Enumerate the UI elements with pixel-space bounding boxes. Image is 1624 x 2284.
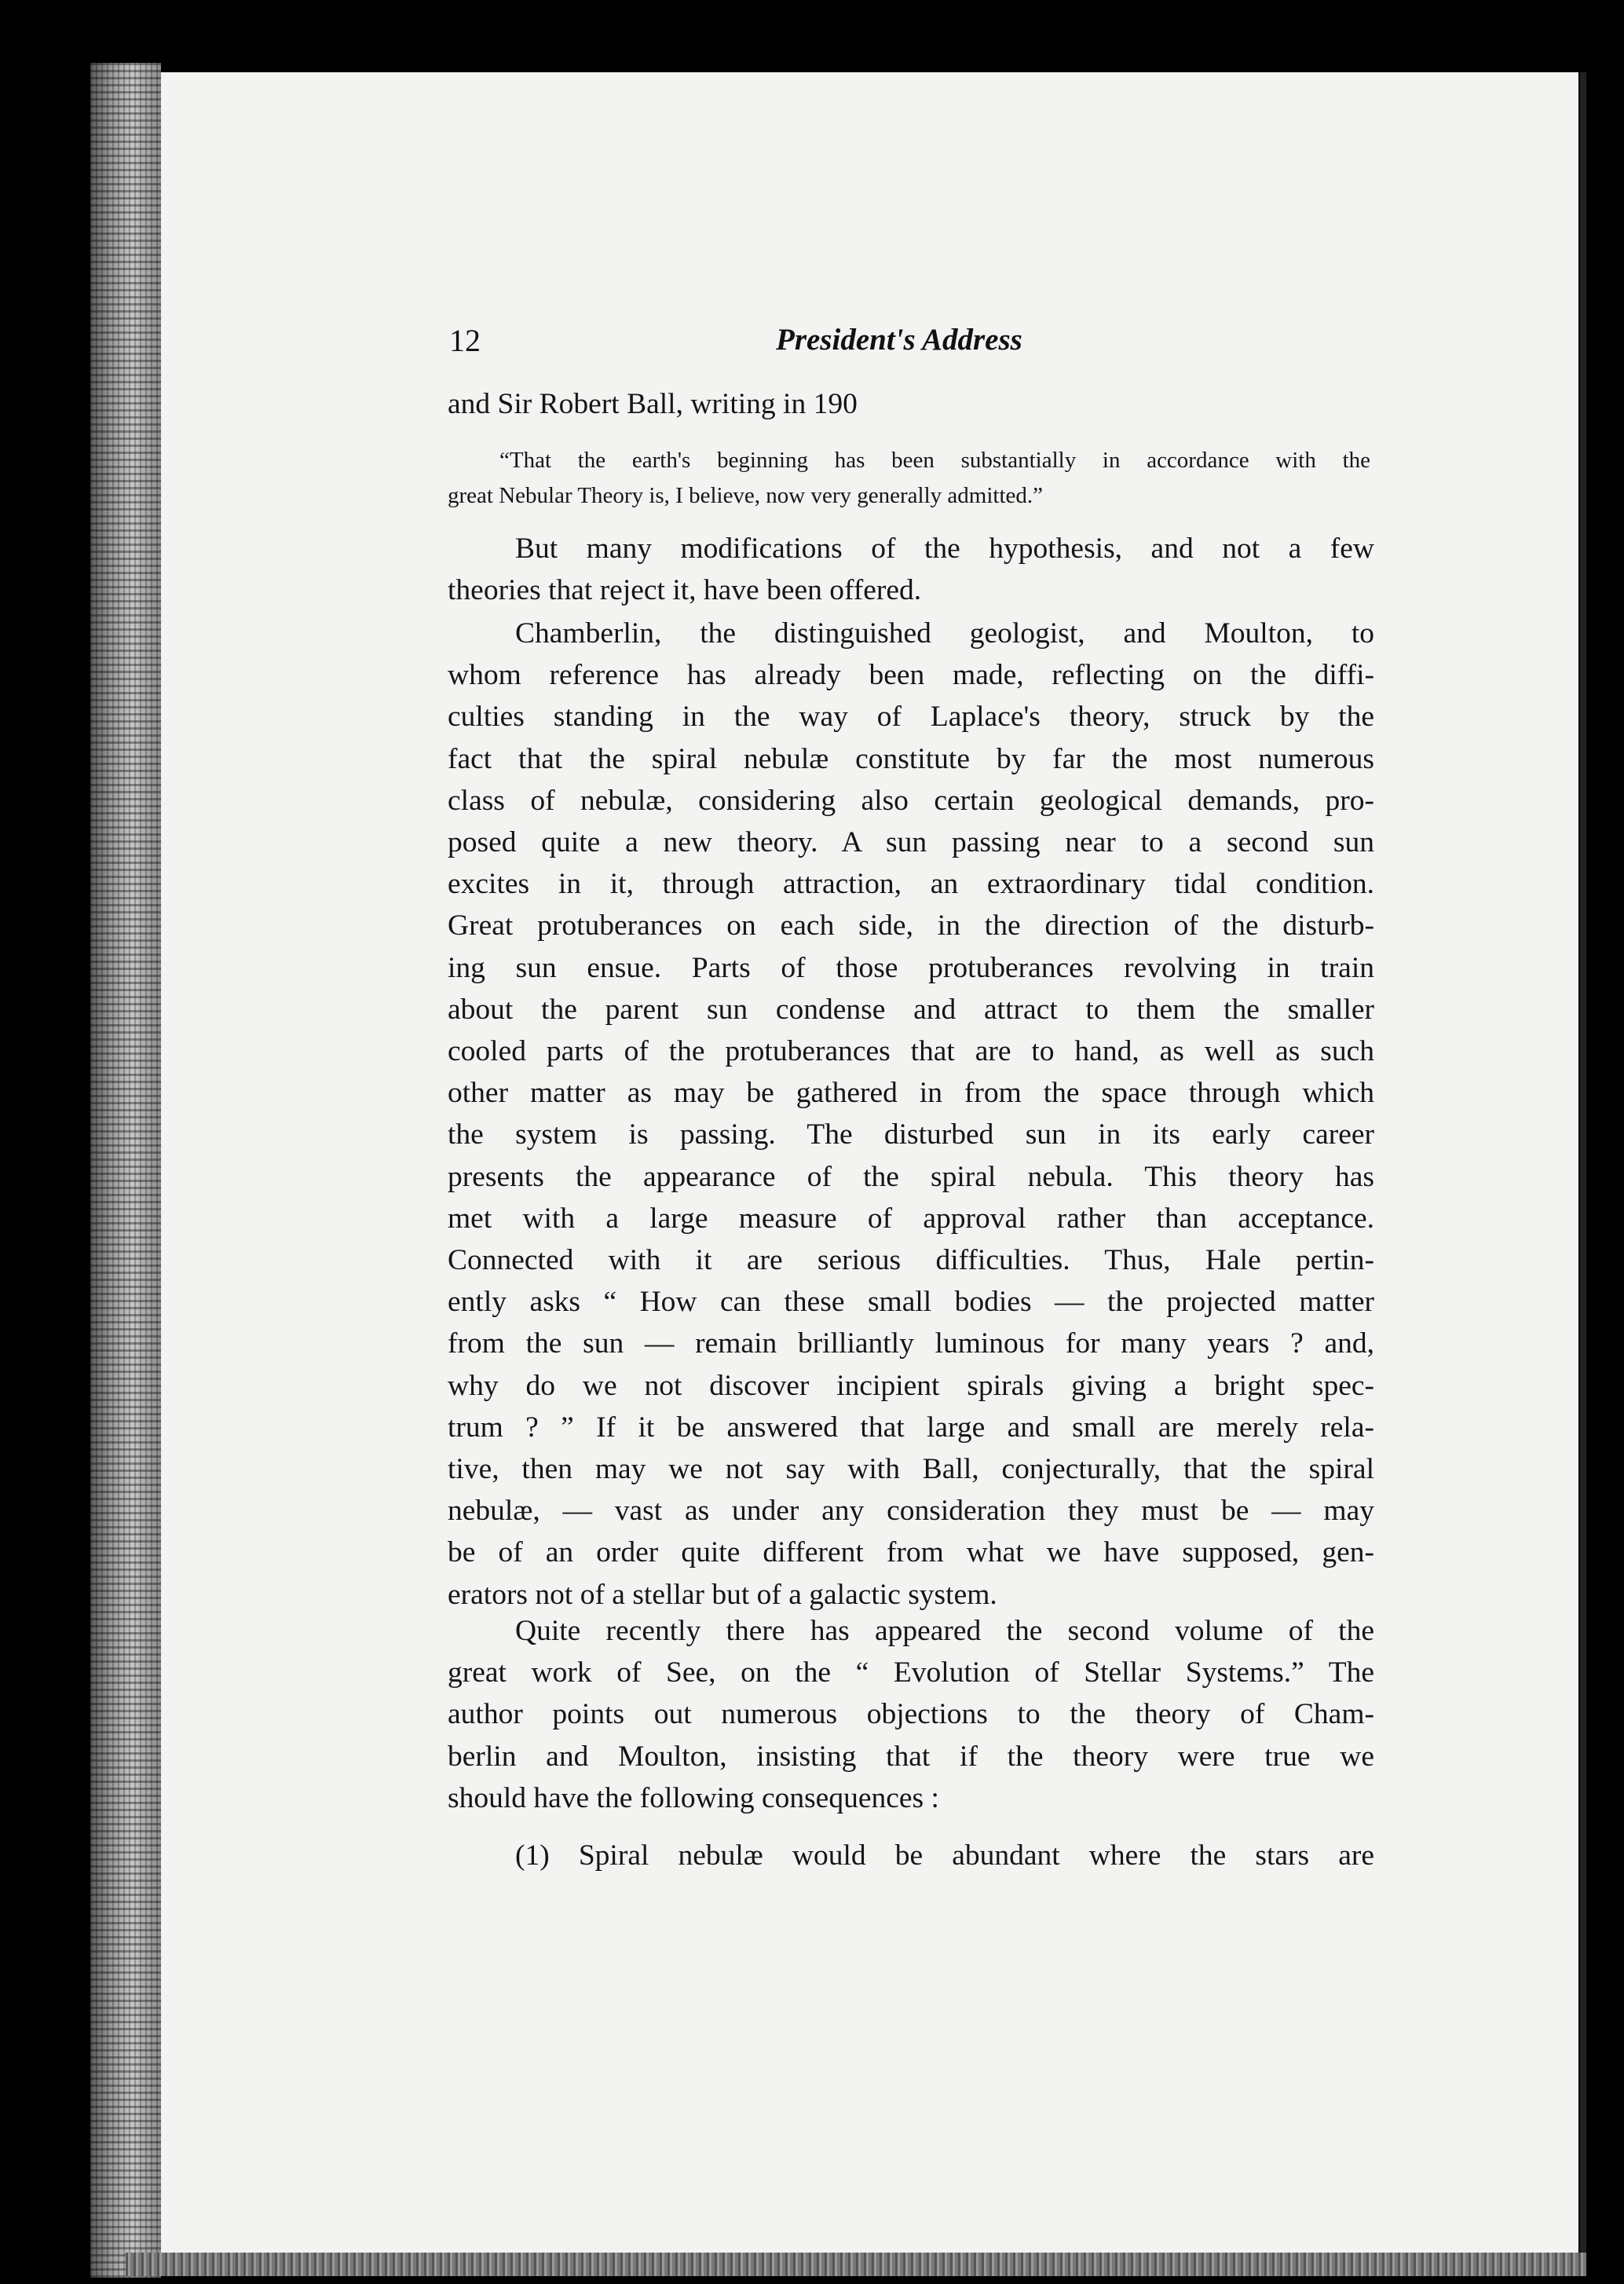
scan-border-bottom xyxy=(126,2253,1586,2276)
page-number: 12 xyxy=(449,323,481,358)
text-line: Chamberlin, the distinguished geologist, and Moulton, to xyxy=(515,617,1374,650)
text-line: class of nebulæ, considering also certain geological demands, pro- xyxy=(448,784,1374,817)
scan-border-left xyxy=(90,63,161,2278)
text-line: author points out numerous objections to the theory of Cham- xyxy=(448,1698,1374,1731)
text-line: other matter as may be gathered in from the space through which xyxy=(448,1077,1374,1110)
text-line: fact that the spiral nebulæ constitute by far the most numerous xyxy=(448,742,1374,775)
text-line: met with a large measure of approval rather than acceptance. xyxy=(448,1202,1374,1235)
text-line: berlin and Moulton, insisting that if the theory were true we xyxy=(448,1740,1374,1773)
text-line: presents the appearance of the spiral nebula. This theory has xyxy=(448,1160,1374,1193)
text-line: trum ? ” If it be answered that large and small are merely rela- xyxy=(448,1411,1374,1444)
text-line: tive, then may we not say with Ball, conjecturally, that the spiral xyxy=(448,1453,1374,1486)
page-right-edge xyxy=(1580,72,1586,2271)
paragraph-3 xyxy=(448,1610,1374,1819)
text-line: But many modifications of the hypothesis, and not a few xyxy=(515,533,1374,565)
text-line: and Sir Robert Ball, writing in 190 xyxy=(448,388,858,420)
text-line: erators not of a stellar but of a galactic system. xyxy=(448,1578,997,1611)
text-line: ing sun ensue. Parts of those protuberances revolving in train xyxy=(448,951,1374,984)
text-line: Connected with it are serious difficulties. Thus, Hale pertin- xyxy=(448,1244,1374,1277)
running-head xyxy=(449,322,1046,369)
quote-line: “That the earth's beginning has been substantially in accordance with the xyxy=(499,448,1370,473)
paragraph-4 xyxy=(448,1835,1374,1876)
text-line: ently asks “ How can these small bodies — the projected matter xyxy=(448,1286,1374,1319)
running-title: President's Address xyxy=(776,323,1022,357)
text-line: excites in it, through attraction, an extraordinary tidal condition. xyxy=(448,868,1374,901)
quote-line: great Nebular Theory is, I believe, now very generally admitted.” xyxy=(448,483,1044,508)
text-line: the system is passing. The disturbed sun in its early career xyxy=(448,1118,1374,1151)
text-line: great work of See, on the “ Evolution of Stellar Systems.” The xyxy=(448,1656,1374,1689)
text-line: Quite recently there has appeared the second volume of the xyxy=(515,1615,1374,1647)
text-line: cooled parts of the protuberances that are to hand, as well as such xyxy=(448,1035,1374,1068)
paragraph-1 xyxy=(448,528,1374,611)
text-line: about the parent sun condense and attract to them the smaller xyxy=(448,993,1374,1026)
block-quote xyxy=(448,443,1370,514)
text-line: from the sun — remain brilliantly luminous for many years ? and, xyxy=(448,1327,1374,1360)
text-line: culties standing in the way of Laplace's theory, struck by the xyxy=(448,701,1374,734)
text-line: theories that reject it, have been offered. xyxy=(448,574,922,607)
text-line: should have the following consequences : xyxy=(448,1781,939,1814)
text-line: Great protuberances on each side, in the direction of the disturb- xyxy=(448,910,1374,943)
paragraph-2 xyxy=(448,613,1374,1616)
text-line: nebulæ, — vast as under any consideration they must be — may xyxy=(448,1495,1374,1528)
text-line: posed quite a new theory. A sun passing near to a second sun xyxy=(448,826,1374,859)
text-line: (1) Spiral nebulæ would be abundant where the stars are xyxy=(515,1839,1374,1872)
intro-line xyxy=(448,383,1374,425)
text-line: whom reference has already been made, reflecting on the diffi- xyxy=(448,659,1374,692)
text-line: be of an order quite different from what we have supposed, gen- xyxy=(448,1536,1374,1569)
text-line: why do we not discover incipient spirals giving a bright spec- xyxy=(448,1369,1374,1402)
